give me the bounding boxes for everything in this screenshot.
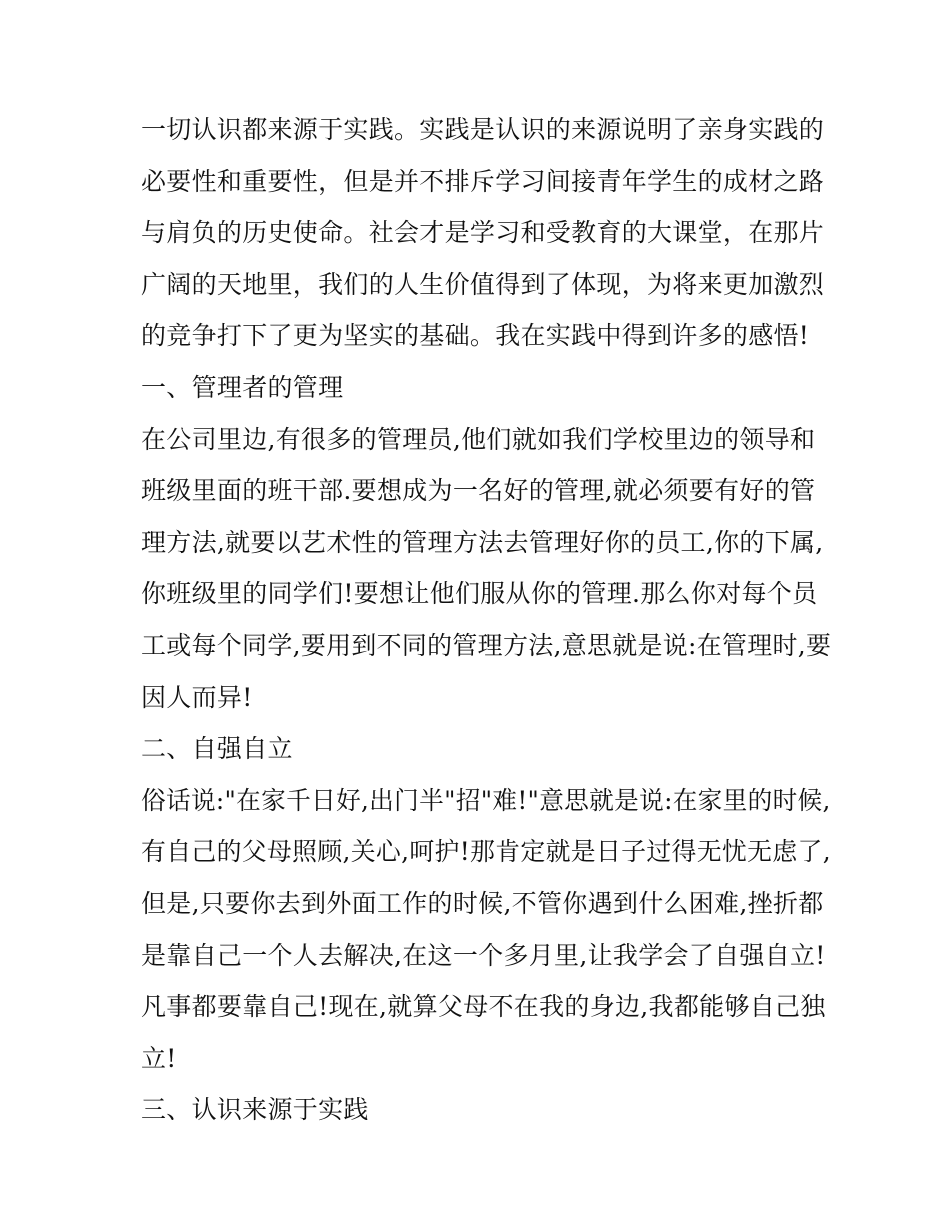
paragraph-line: 与肩负的历史使命。社会才是学习和受教育的大课堂，在那片 xyxy=(141,218,825,248)
paragraph-line: 一切认识都来源于实践。实践是认识的来源说明了亲身实践的 xyxy=(141,115,825,144)
paragraph-line: 理方法,就要以艺术性的管理方法去管理好你的员工,你的下属, xyxy=(141,527,824,557)
section-heading: 二、自强自立 xyxy=(141,734,293,764)
paragraph-line: 是靠自己一个人去解决,在这一个多月里,让我学会了自强自立! xyxy=(141,940,826,970)
paragraph-line: 必要性和重要性，但是并不排斥学习间接青年学生的成材之路 xyxy=(141,166,825,196)
paragraph-line: 工或每个同学,要用到不同的管理方法,意思就是说:在管理时,要 xyxy=(141,630,832,660)
paragraph-line: 立! xyxy=(141,1043,177,1073)
paragraph-line: 因人而异! xyxy=(141,682,253,712)
paragraph-line: 在公司里边,有很多的管理员,他们就如我们学校里边的领导和 xyxy=(141,424,816,454)
paragraph-line: 的竞争打下了更为坚实的基础。我在实践中得到许多的感悟! xyxy=(141,321,810,351)
section-heading: 一、管理者的管理 xyxy=(141,372,344,402)
paragraph-line: 有自己的父母照顾,关心,呵护!那肯定就是日子过得无忧无虑了, xyxy=(141,837,831,867)
paragraph-line: 凡事都要靠自己!现在,就算父母不在我的身边,我都能够自己独 xyxy=(141,992,826,1022)
paragraph-line: 班级里面的班干部.要想成为一名好的管理,就必须要有好的管 xyxy=(141,476,816,506)
document-page xyxy=(141,104,832,1136)
paragraph-line: 你班级里的同学们!要想让他们服从你的管理.那么你对每个员 xyxy=(141,579,818,609)
section-heading: 三、认识来源于实践 xyxy=(141,1095,369,1125)
paragraph-line: 但是,只要你去到外面工作的时候,不管你遇到什么困难,挫折都 xyxy=(141,888,824,918)
paragraph-line: 广阔的天地里，我们的人生价值得到了体现，为将来更加激烈 xyxy=(141,269,825,299)
paragraph-line: 俗话说:"在家千日好,出门半"招"难!"意思就是说:在家里的时候, xyxy=(141,785,831,815)
